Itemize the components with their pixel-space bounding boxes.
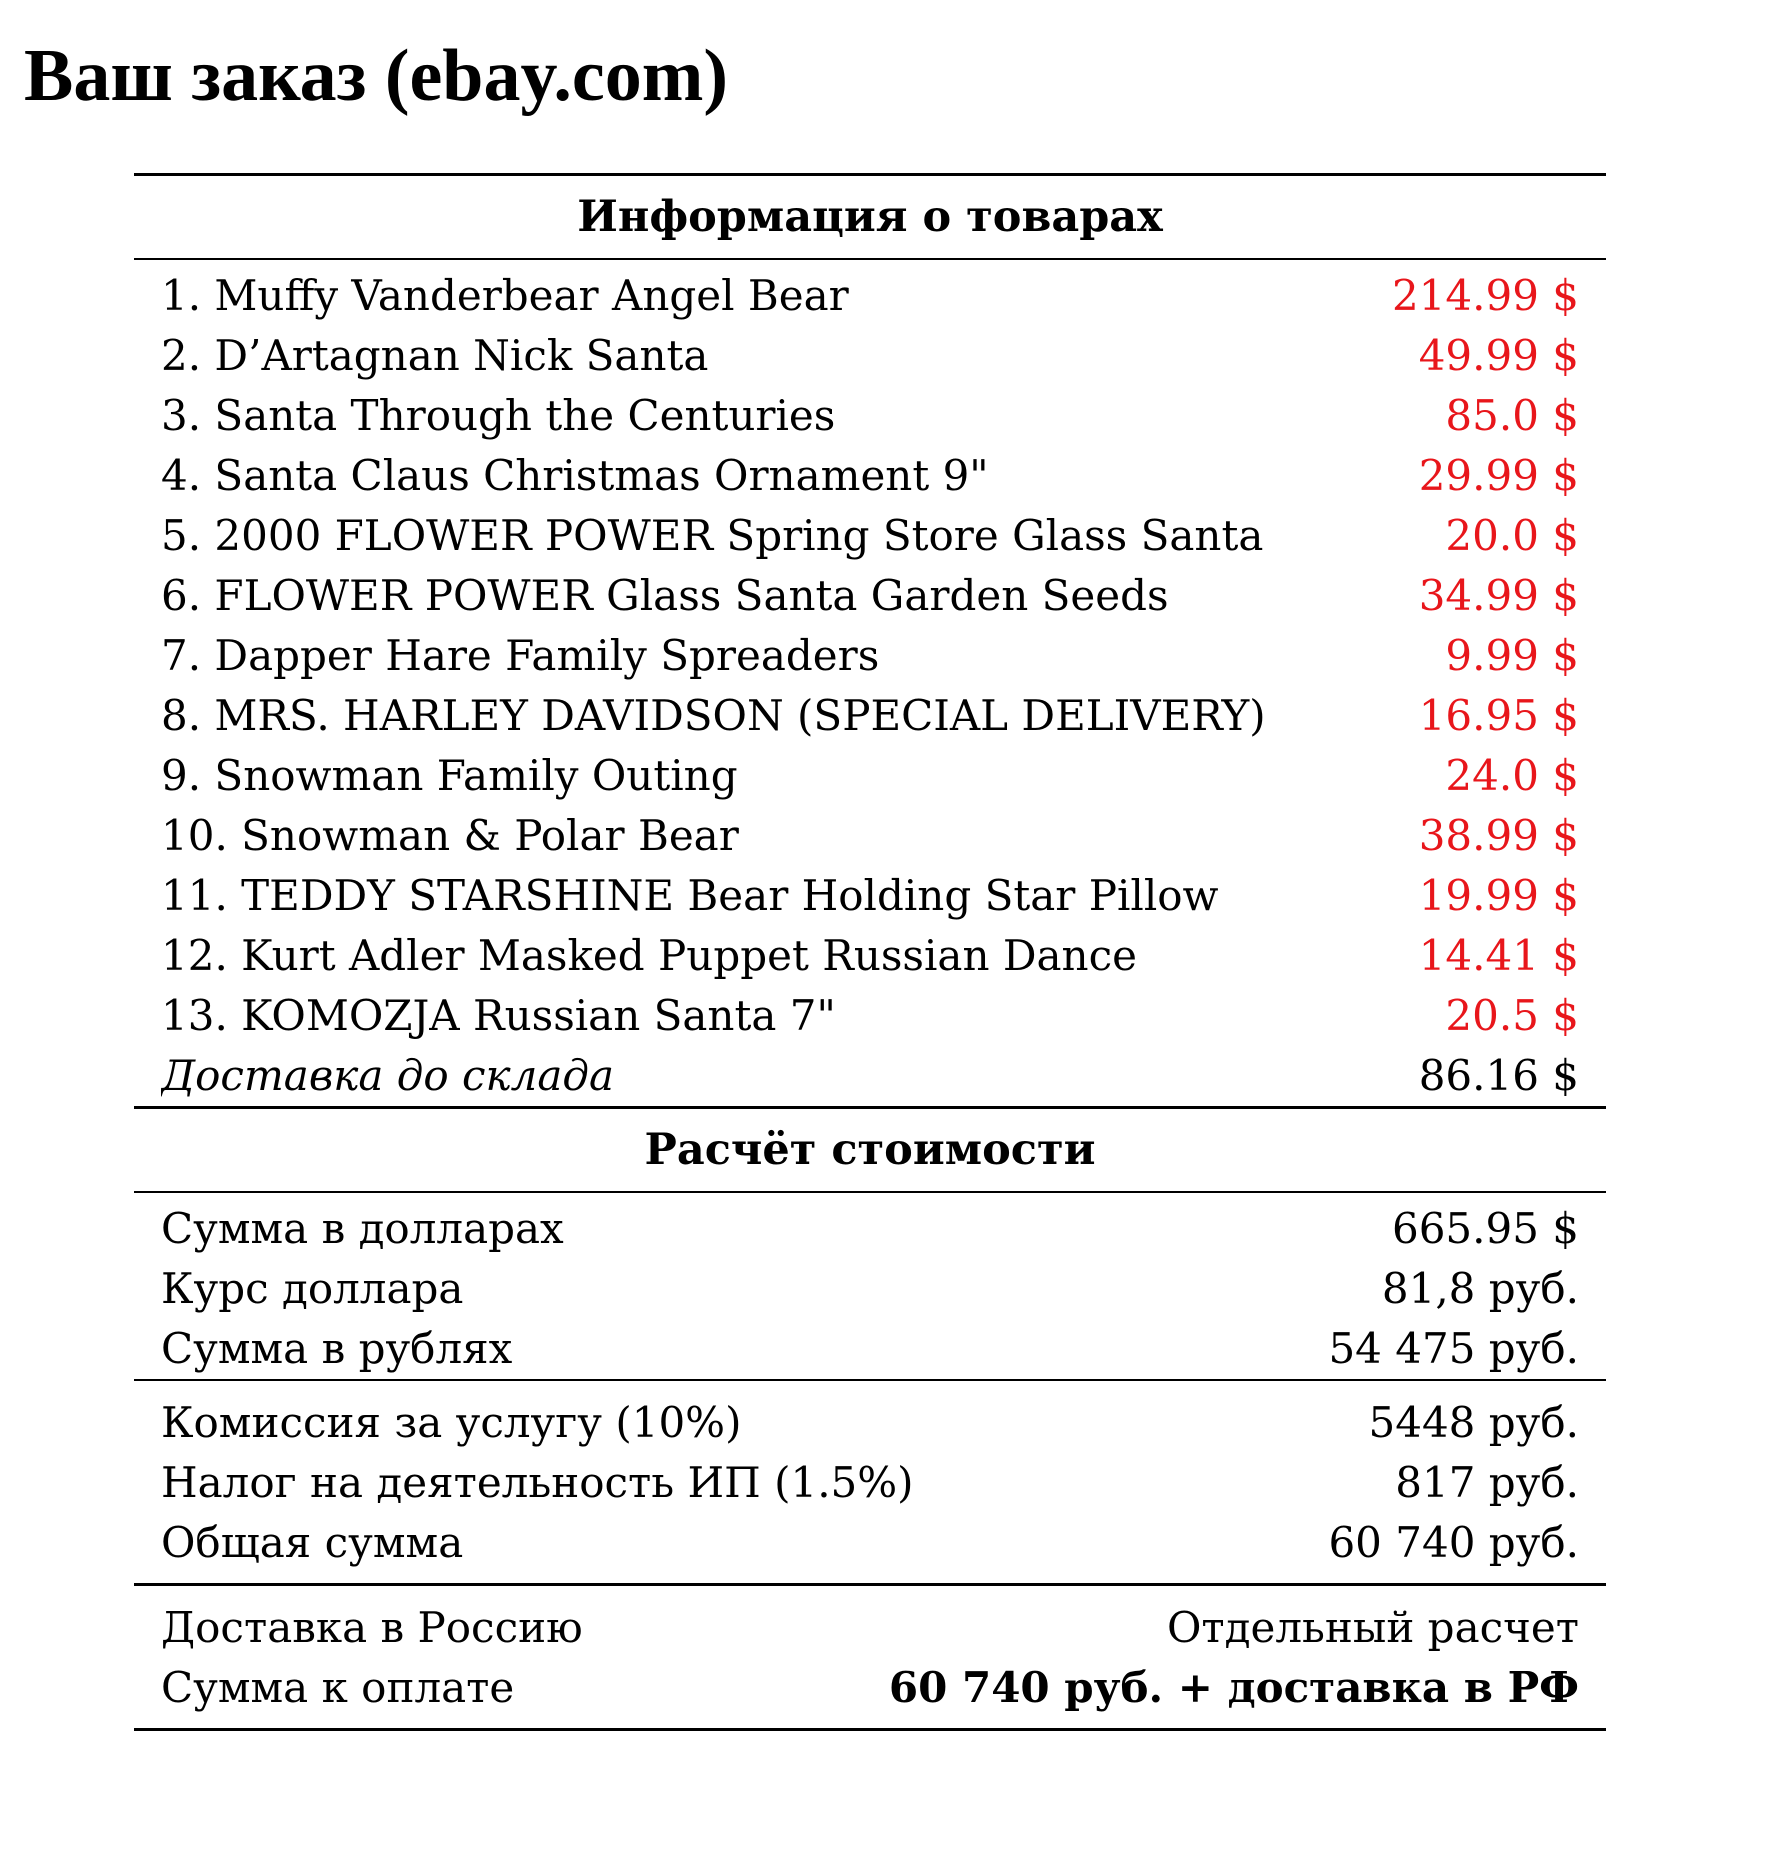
item-row [161,806,1579,866]
russia-shipping-row [161,1598,1579,1658]
item-name: 5. 2000 FLOWER POWER Spring Store Glass Santa [161,511,1264,560]
item-price: 214.99 $ [1391,271,1579,320]
item-row [161,626,1579,686]
item-row [161,746,1579,806]
items-list [134,260,1606,1106]
item-row [161,566,1579,626]
russia-shipping-value: Отдельный расчет [1166,1603,1579,1652]
item-price: 34.99 $ [1418,571,1579,620]
items-section-header: Информация о товарах [577,192,1163,242]
item-price: 9.99 $ [1445,631,1579,680]
sum-usd-label: Сумма в долларах [161,1204,564,1253]
item-name: 12. Kurt Adler Masked Puppet Russian Dance [161,931,1137,980]
item-price: 49.99 $ [1418,331,1579,380]
item-name: 11. TEDDY STARSHINE Bear Holding Star Pillow [161,871,1219,920]
warehouse-shipping-label: Доставка до склада [161,1051,615,1100]
usd-rate-value: 81,8 руб. [1381,1264,1579,1313]
item-row [161,446,1579,506]
total-label: Общая сумма [161,1518,464,1567]
sum-rub-label: Сумма в рублях [161,1324,513,1373]
total-row [161,1513,1579,1573]
warehouse-shipping-row [161,1046,1579,1106]
order-summary-table [134,173,1606,1731]
item-price: 85.0 $ [1445,391,1579,440]
item-row [161,266,1579,326]
item-price: 24.0 $ [1445,751,1579,800]
tax-value: 817 руб. [1395,1458,1579,1507]
item-name: 1. Muffy Vanderbear Angel Bear [161,271,849,320]
commission-row [161,1393,1579,1453]
sum-rub-value: 54 475 руб. [1328,1324,1579,1373]
russia-shipping-label: Доставка в Россию [161,1603,583,1652]
item-name: 10. Snowman & Polar Bear [161,811,739,860]
item-row [161,386,1579,446]
table-bottom-rule [134,1728,1606,1731]
item-name: 9. Snowman Family Outing [161,751,738,800]
item-price: 19.99 $ [1418,871,1579,920]
item-name: 3. Santa Through the Centuries [161,391,836,440]
item-name: 4. Santa Claus Christmas Ornament 9" [161,451,989,500]
item-name: 6. FLOWER POWER Glass Santa Garden Seeds [161,571,1169,620]
total-value: 60 740 руб. [1328,1518,1579,1567]
warehouse-shipping-value: 86.16 $ [1418,1051,1579,1100]
item-name: 8. MRS. HARLEY DAVIDSON (SPECIAL DELIVERY) [161,691,1266,740]
item-price: 20.0 $ [1445,511,1579,560]
to-pay-value: 60 740 руб. + доставка в РФ [888,1663,1579,1712]
tax-label: Налог на деятельность ИП (1.5%) [161,1458,914,1507]
item-price: 14.41 $ [1418,931,1579,980]
item-row [161,326,1579,386]
item-name: 2. D’Artagnan Nick Santa [161,331,709,380]
item-price: 38.99 $ [1418,811,1579,860]
to-pay-label: Сумма к оплате [161,1663,515,1712]
payment-block [134,1586,1606,1728]
currency-block [134,1193,1606,1379]
item-price: 29.99 $ [1418,451,1579,500]
item-name: 7. Dapper Hare Family Spreaders [161,631,880,680]
item-row [161,506,1579,566]
item-row [161,986,1579,1046]
commission-label: Комиссия за услугу (10%) [161,1398,742,1447]
tax-row [161,1453,1579,1513]
page-title: Ваш заказ (ebay.com) [24,35,729,117]
sum-usd-value: 665.95 $ [1391,1204,1579,1253]
item-row [161,926,1579,986]
sum-rub-row [161,1319,1579,1379]
item-name: 13. KOMOZJA Russian Santa 7" [161,991,836,1040]
cost-section-header: Расчёт стоимости [644,1125,1096,1175]
usd-rate-row [161,1259,1579,1319]
item-price: 20.5 $ [1445,991,1579,1040]
item-row [161,866,1579,926]
item-price: 16.95 $ [1418,691,1579,740]
commission-value: 5448 руб. [1368,1398,1579,1447]
usd-rate-label: Курс доллара [161,1264,464,1313]
sum-usd-row [161,1199,1579,1259]
item-row [161,686,1579,746]
fees-block [134,1381,1606,1583]
to-pay-row [161,1658,1579,1718]
